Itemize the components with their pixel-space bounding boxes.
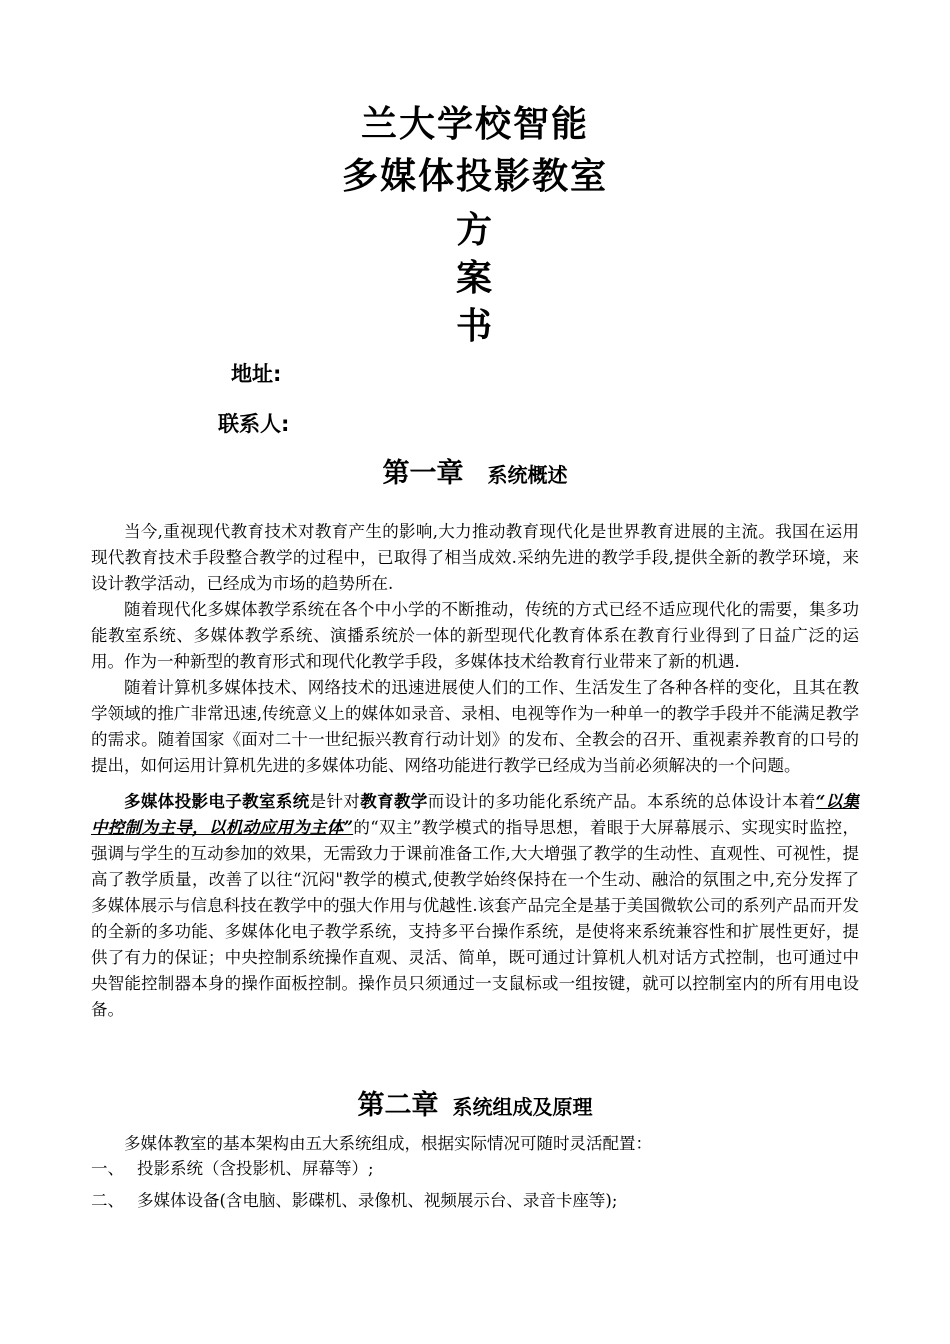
chapter-1-number: 第一章 bbox=[382, 458, 464, 489]
chapter-1-heading bbox=[0, 457, 950, 494]
list-item bbox=[91, 1188, 859, 1214]
slogan: “以集中控制为主导，以机动应用为主体” bbox=[91, 792, 860, 837]
chapter-2-name: 系统组成及原理 bbox=[452, 1095, 593, 1119]
text-run: 的“双主”教学模式的指导思想，着眼于大屏幕展示、实现实时监控，强调与学生的互动参加的效果，无需致力于课前准备工作,大大增强了教学的生动性、直观性、可视性，提高了教学质量，改善了以往“沉闷"教学的模式,使教学始终保持在一个生动、融洽的氛围之中,充分发挥了多媒体展示与信息科技在教学中的强大作用与优越性.该套产品完全是基于美国微软公司的系列产品而开发的全新的多功能、多媒体化电子教学系统，支持多平台操作系统，是使将来系统兼容性和扩展性更好，提供了有力的保证；中央控制系统操作直观、灵活、简单，既可通过计算机人机对话方式控制，也可通过中央智能控制器本身的操作面板控制。操作员只须通过一支鼠标或一组按键，就可以控制室内的所有用电设备。 bbox=[91, 818, 859, 1019]
product-name: 多媒体投影电子教室系统 bbox=[124, 792, 310, 811]
paragraph: 当今,重视现代教育技术对教育产生的影响,大力推动教育现代化是世界教育进展的主流。我国在运用现代教育技术手段整合教学的过程中，已取得了相当成效.采纳先进的教学手段,提供全新的教学环境，来设计教学活动，已经成为市场的趋势所在. bbox=[91, 522, 859, 593]
paragraph: 随着计算机多媒体技术、网络技术的迅速进展使人们的工作、生活发生了各种各样的变化，且其在教学领域的推广非常迅速,传统意义上的媒体如录音、录相、电视等作为一种单一的教学手段并不能满足教学的需求。随着国家《面对二十一世纪振兴教育行动计划》的发布、全教会的召开、重视素养教育的口号的提出，如何运用计算机先进的多媒体功能、网络功能进行教学已经成为当前必须解决的一个问题。 bbox=[91, 678, 859, 775]
text-run: 是针对 bbox=[309, 792, 361, 811]
doc-title-line-2: 多媒体投影教室 bbox=[341, 155, 608, 197]
chapter-2-heading bbox=[0, 1089, 950, 1126]
doc-title-line-1: 兰大学校智能 bbox=[360, 103, 589, 145]
chapter-1-name: 系统概述 bbox=[487, 463, 568, 487]
list-text: 投影系统（含投影机、屏幕等）; bbox=[137, 1159, 374, 1178]
list-marker: 二、 bbox=[91, 1191, 124, 1210]
chapter-2-number: 第二章 bbox=[357, 1090, 439, 1121]
doc-title-line-3: 方 bbox=[455, 209, 494, 251]
keyword: 教育教学 bbox=[360, 792, 428, 811]
chapter-2-intro bbox=[91, 1131, 859, 1157]
paragraph bbox=[91, 789, 859, 1023]
paragraph: 随着现代化多媒体教学系统在各个中小学的不断推动，传统的方式已经不适应现代化的需要，集多功能教室系统、多媒体教学系统、演播系统於一体的新型现代化教育体系在教育行业得到了日益广泛的运用。作为一种新型的教育形式和现代化教学手段，多媒体技术给教育行业带来了新的机遇. bbox=[91, 600, 859, 671]
chapter-1-body bbox=[91, 519, 859, 1023]
list-item bbox=[91, 1156, 859, 1182]
paragraph: 多媒体教室的基本架构由五大系统组成，根据实际情况可随时灵活配置： bbox=[124, 1134, 652, 1153]
doc-title-line-4: 案 bbox=[455, 257, 494, 299]
address-label: 地址: bbox=[231, 362, 282, 386]
text-run: 而设计的多功能化系统产品。本系统的总体设计本着 bbox=[427, 792, 816, 811]
list-text: 多媒体设备(含电脑、影碟机、录像机、视频展示台、录音卡座等); bbox=[137, 1191, 618, 1210]
doc-title-line-5: 书 bbox=[455, 305, 494, 347]
contact-label: 联系人: bbox=[218, 412, 290, 436]
list-marker: 一、 bbox=[91, 1159, 124, 1178]
